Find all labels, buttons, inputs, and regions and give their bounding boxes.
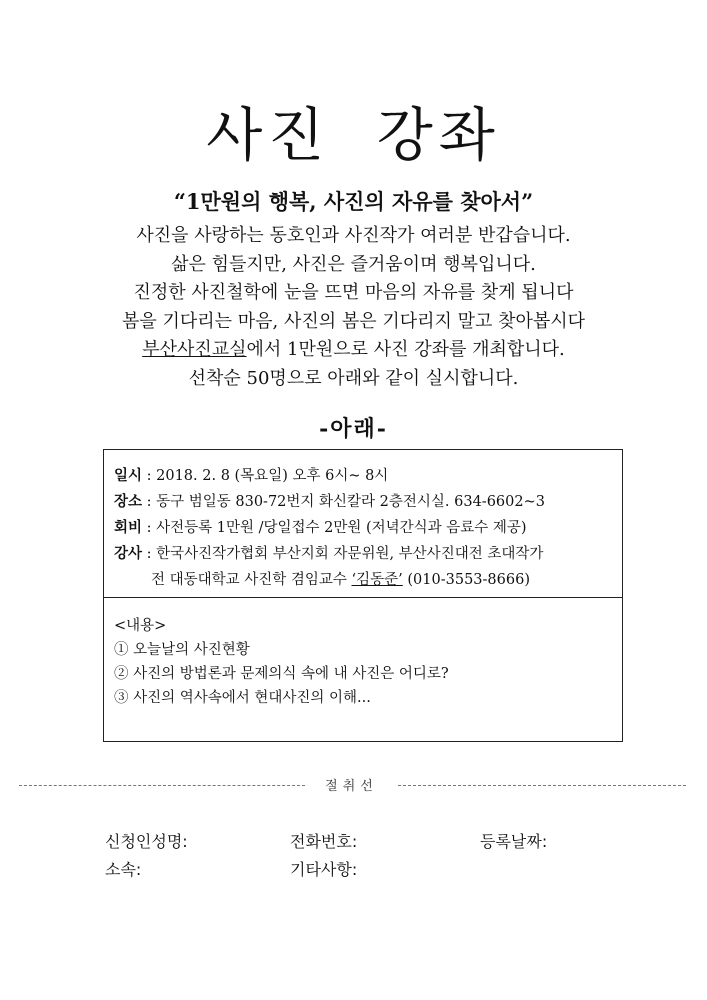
lecturer-row [114,541,622,567]
place-value: 동구 범일동 830-72번지 화신칼라 2층전시실. 634-6602~3 [156,494,545,510]
notice-heading: -아래- [319,416,388,442]
content-item-3: ③ 사진의 역사속에서 현대사진의 이해... [114,690,371,706]
intro-line-1: 사진을 사랑하는 동호인과 사진작가 여러분 반갑습니다. [136,225,571,246]
cutline-label: 절취선 [325,779,378,794]
intro-line-5-rest: 에서 1만원으로 사진 강좌를 개최합니다. [246,339,565,360]
date-row [114,463,622,489]
subtitle: “1만원의 행복, 사진의 자유를 찾아서” [173,189,534,214]
place-row [114,489,622,515]
place-label: 장소 [114,493,143,510]
cutline-left [19,785,305,786]
lecturer-value-1: 한국사진작가협회 부산지회 자문위원, 부산사진대전 초대작가 [156,546,544,562]
fee-value: 사전등록 1만원 /당일접수 2만원 (저녁간식과 음료수 제공) [156,520,527,536]
affiliation-label: 소속: [105,860,142,879]
date-label: 일시 [114,467,143,484]
busan-photo-class-text: 부산사진교실 [142,339,247,360]
fee-row [114,515,622,541]
page-title: 사진 강좌 [206,101,501,169]
details-box [103,449,623,742]
intro-line-3: 진정한 사진철학에 눈을 뜨면 마음의 자유를 찾게 됩니다 [133,282,574,303]
lecturer-value-2: 전 대동대학교 사진학 겸임교수 [151,572,352,588]
lecturer-label: 강사 [114,545,143,562]
lecture-content [104,598,622,710]
date-value: 2018. 2. 8 (목요일) 오후 6시~ 8시 [156,468,389,484]
phone-label: 전화번호: [290,832,358,851]
intro-text [0,222,707,393]
place-separator: : [142,494,157,510]
applicant-name-label: 신청인성명: [105,832,188,851]
lecturer-name: ‘김동준’ [351,572,403,588]
lecturer-separator: : [142,546,157,562]
reg-date-label: 등록날짜: [480,832,548,851]
date-separator: : [142,468,157,484]
event-details [104,450,622,598]
cutline-right [398,785,686,786]
lecturer-phone: (010-3553-8666) [402,572,530,588]
content-heading: <내용> [114,618,167,634]
fee-separator: : [142,520,157,536]
other-label: 기타사항: [290,860,358,879]
intro-line-4: 봄을 기다리는 마음, 사진의 봄은 기다리지 말고 찾아봅시다 [121,310,586,332]
lecturer-row-2 [114,567,622,593]
fee-label: 회비 [114,519,143,536]
content-item-2: ② 사진의 방법론과 문제의식 속에 내 사진은 어디로? [114,666,449,682]
intro-line-5 [0,336,707,365]
content-item-1: ① 오늘날의 사진현황 [114,642,250,658]
intro-line-6: 선착순 50명으로 아래와 같이 실시합니다. [188,367,519,389]
intro-line-2: 삶은 힘들지만, 사진은 즐거움이며 행복입니다. [171,253,536,275]
